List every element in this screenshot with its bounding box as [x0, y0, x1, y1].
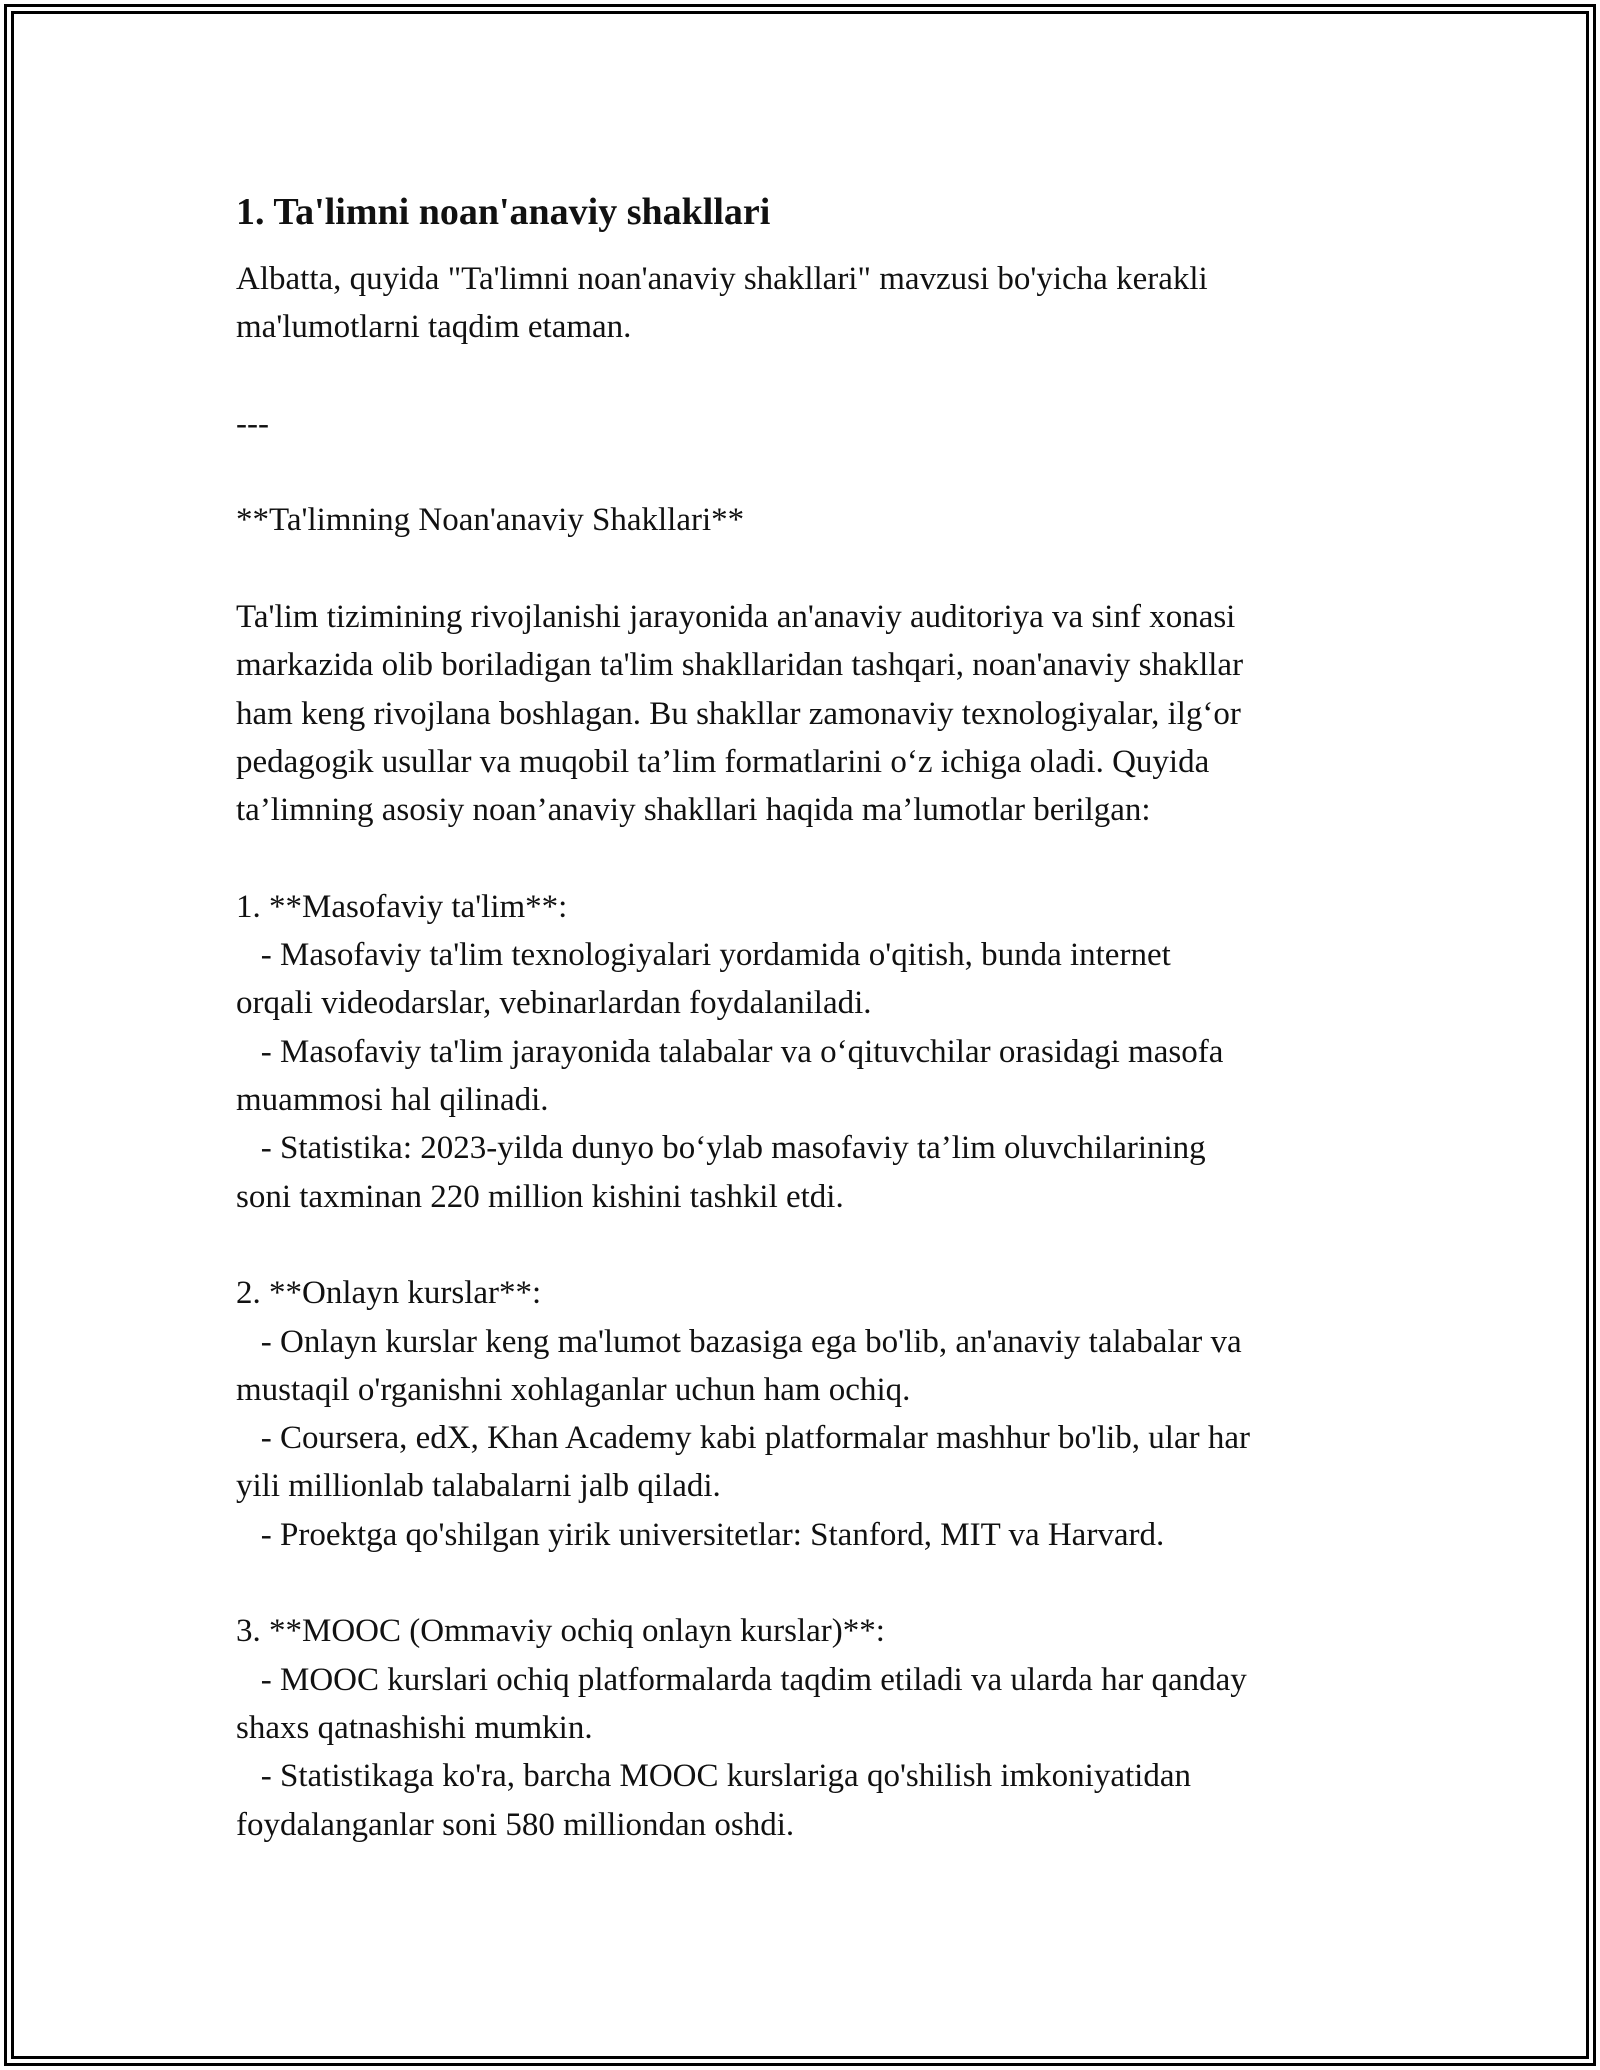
blank-line [236, 448, 1416, 496]
text-line: ta’limning asosiy noan’anaviy shakllari haqida ma’lumotlar berilgan: [236, 792, 1151, 829]
text-line: pedagogik usullar va muqobil ta’lim formatlarini o‘z ichiga oladi. Quyida [236, 743, 1210, 780]
text-line: - Masofaviy ta'lim texnologiyalari yordamida o'qitish, bunda internet [236, 937, 1171, 974]
text-line: muammosi hal qilinadi. [236, 1082, 549, 1119]
document-title: 1. Ta'limni noan'anaviy shakllari [236, 191, 771, 233]
text-line: yili millionlab talabalarni jalb qiladi. [236, 1468, 721, 1505]
text-line: - Statistikaga ko'ra, barcha MOOC kurslariga qo'shilish imkoniyatidan [236, 1758, 1191, 1795]
text-line: shaxs qatnashishi mumkin. [236, 1709, 593, 1746]
text-line: 2. **Onlayn kurslar**: [236, 1275, 542, 1312]
text-line: markazida olib boriladigan ta'lim shakllaridan tashqari, noan'anaviy shakllar [236, 647, 1244, 684]
text-line: 1. **Masofaviy ta'lim**: [236, 888, 568, 925]
text-line: --- [236, 405, 269, 442]
blank-line [236, 545, 1416, 593]
text-line: 3. **MOOC (Ommaviy ochiq onlayn kurslar)**: [236, 1613, 885, 1650]
text-line: - Masofaviy ta'lim jarayonida talabalar va o‘qituvchilar orasidagi masofa [236, 1033, 1224, 1070]
document-page [236, 182, 1416, 1849]
text-line: ham keng rivojlana boshlagan. Bu shakllar zamonaviy texnologiyalar, ilg‘or [236, 695, 1241, 732]
text-line: Ta'lim tizimining rivojlanishi jarayonida an'anaviy auditoriya va sinf xonasi [236, 599, 1236, 636]
text-line: orqali videodarslar, vebinarlardan foydalaniladi. [236, 985, 872, 1022]
text-line: - Onlayn kurslar keng ma'lumot bazasiga ega bo'lib, an'anaviy talabalar va [236, 1323, 1242, 1360]
document-body [236, 255, 1416, 1849]
blank-line [236, 835, 1416, 883]
text-line: **Ta'limning Noan'anaviy Shakllari** [236, 502, 745, 539]
text-line: - Proektga qo'shilgan yirik universitetlar: Stanford, MIT va Harvard. [236, 1516, 1165, 1553]
text-line: soni taxminan 220 million kishini tashkil etdi. [236, 1178, 844, 1215]
text-line: - Coursera, edX, Khan Academy kabi platformalar mashhur bo'lib, ular har [236, 1420, 1250, 1457]
text-line: - Statistika: 2023-yilda dunyo bo‘ylab masofaviy ta’lim oluvchilarining [236, 1130, 1206, 1167]
blank-line [236, 1559, 1416, 1607]
text-line: ma'lumotlarni taqdim etaman. [236, 309, 632, 346]
text-line: - MOOC kurslari ochiq platformalarda taqdim etiladi va ularda har qanday [236, 1661, 1247, 1698]
text-line: Albatta, quyida "Ta'limni noan'anaviy shakllari" mavzusi bo'yicha kerakli [236, 261, 1208, 297]
text-line: mustaqil o'rganishni xohlaganlar uchun ham ochiq. [236, 1371, 911, 1408]
blank-line [236, 352, 1416, 400]
blank-line [236, 1221, 1416, 1269]
text-line: foydalanganlar soni 580 milliondan oshdi. [236, 1806, 795, 1843]
